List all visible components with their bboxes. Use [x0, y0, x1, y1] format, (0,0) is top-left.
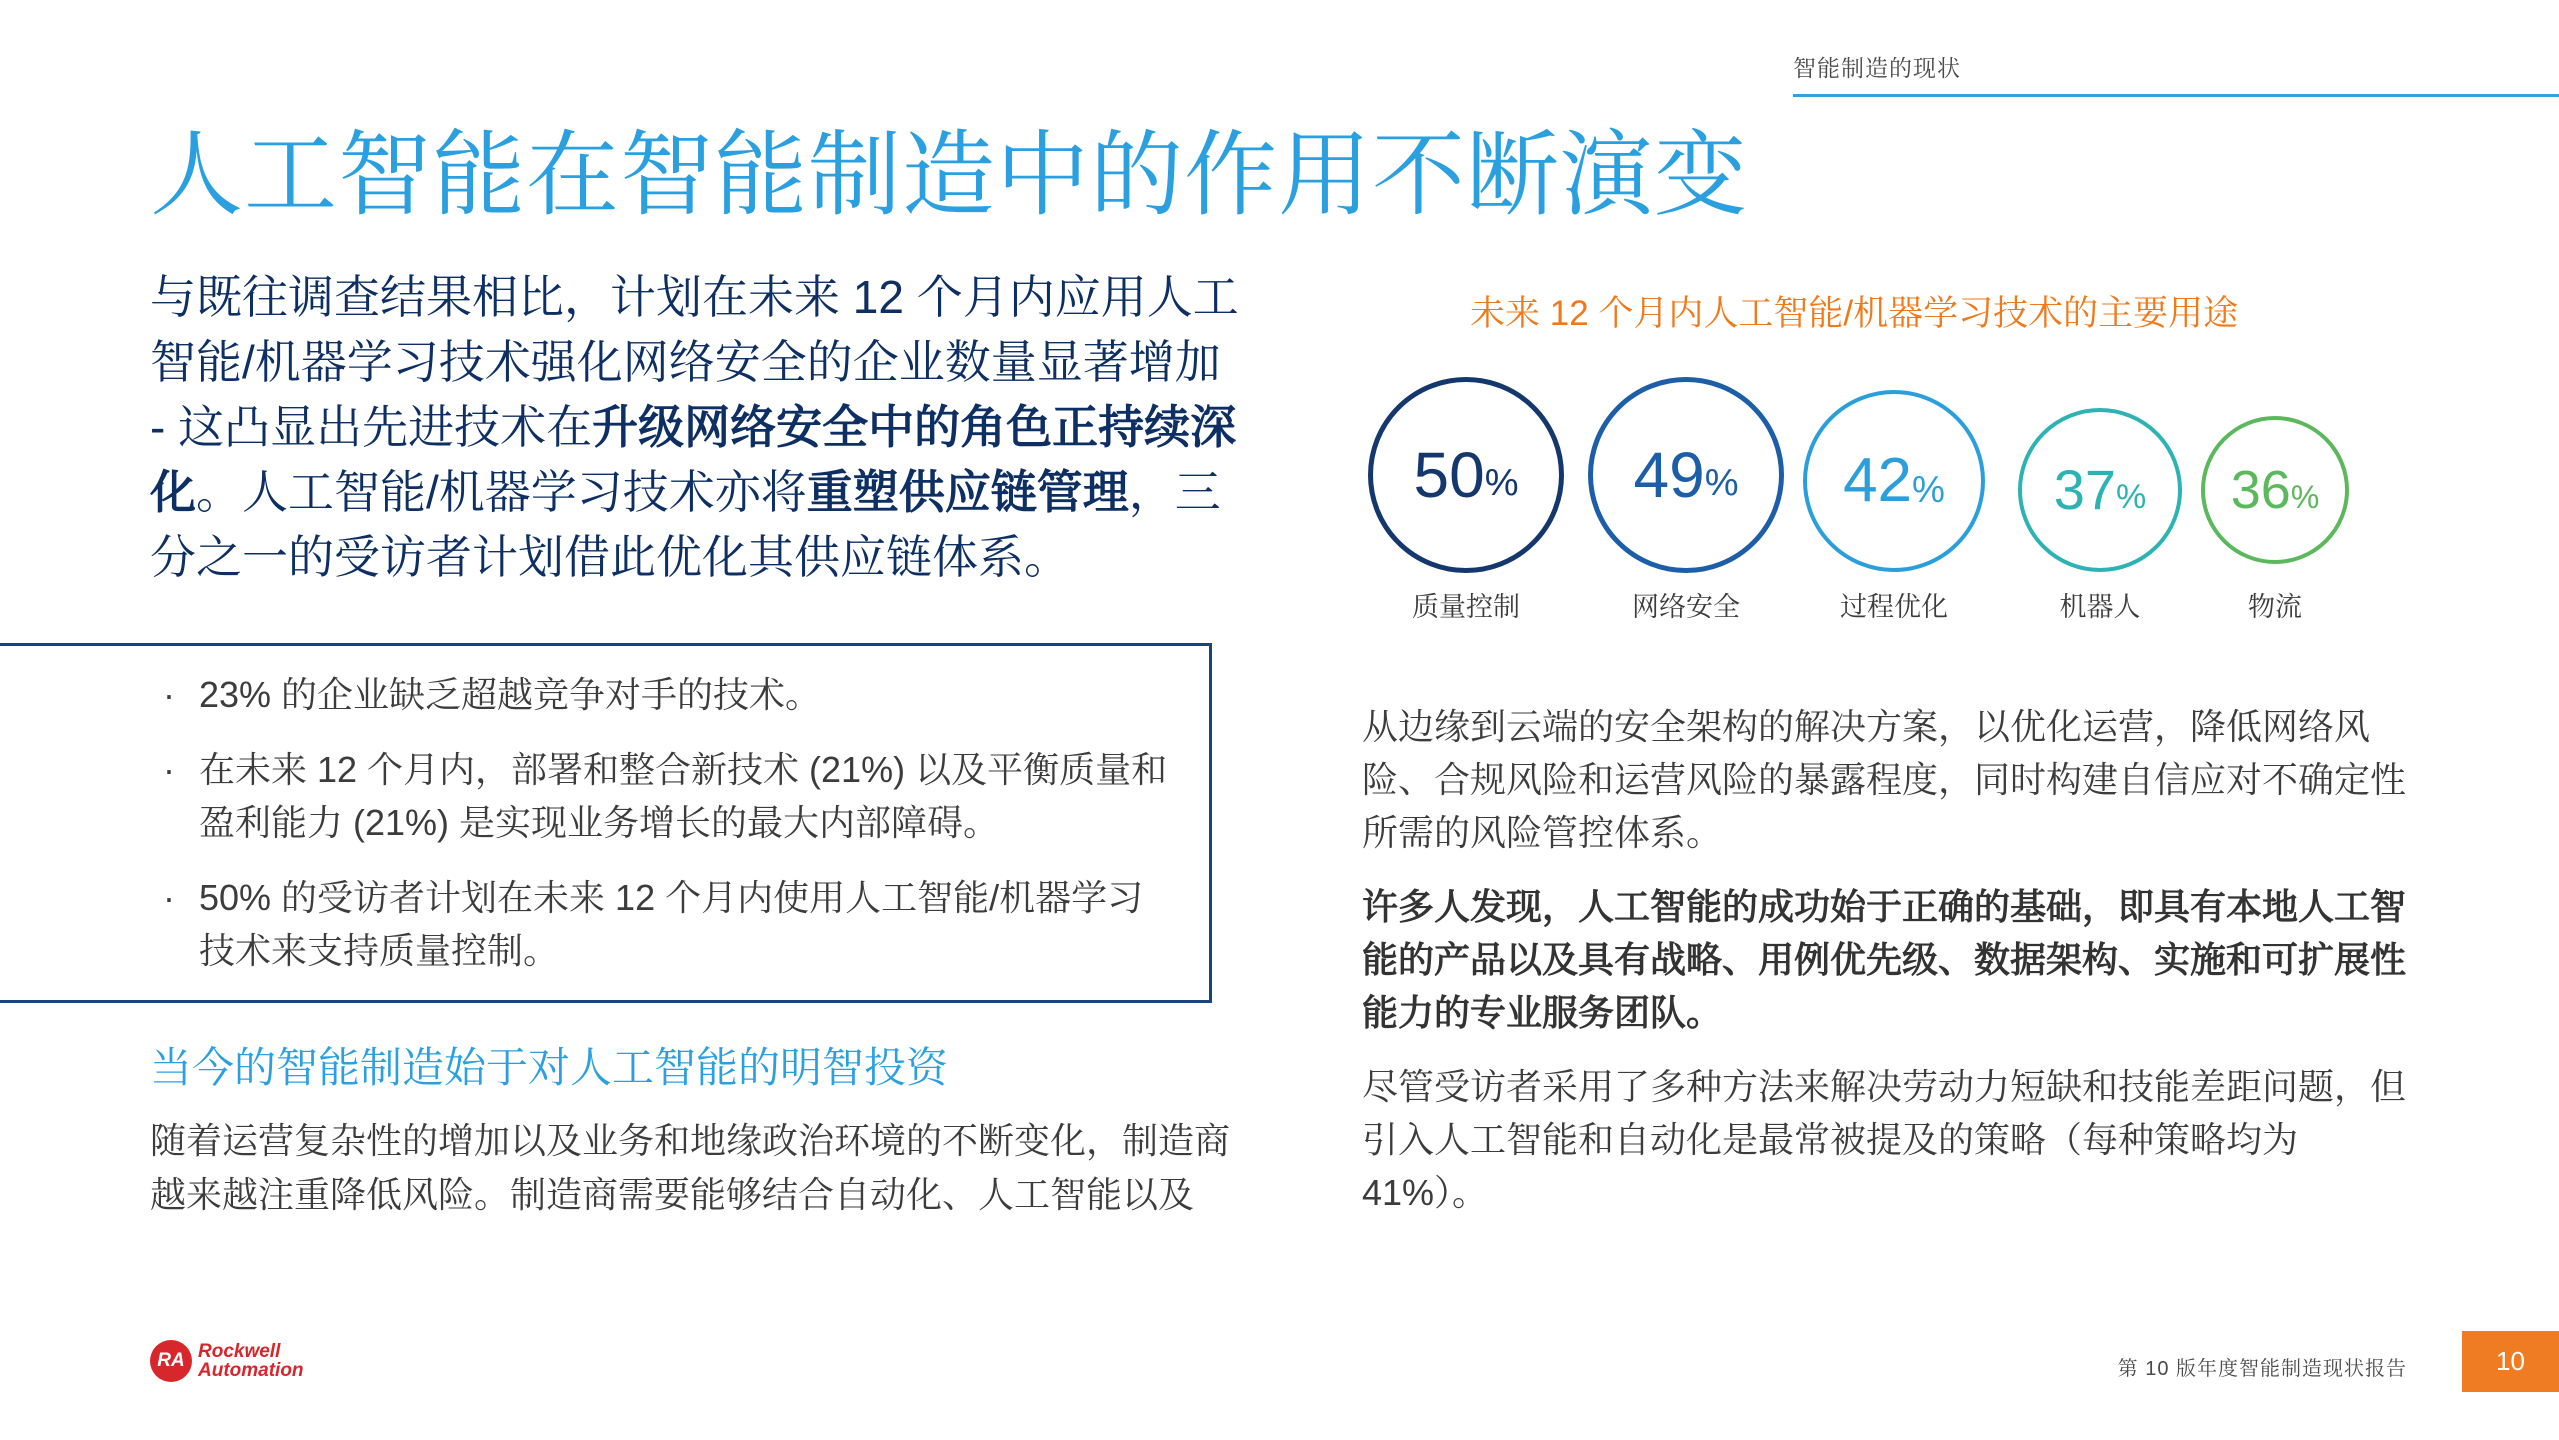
right-paragraph-2: 许多人发现，人工智能的成功始于正确的基础，即具有本地人工智能的产品以及具有战略、用例优先级、数据架构、实施和可扩展性能力的专业服务团队。 — [1362, 886, 2407, 1033]
bullet-dot: · — [163, 877, 175, 918]
logo-line-1: Rockwell — [198, 1341, 281, 1362]
stat-label: 机器人 — [2059, 592, 2141, 622]
key-finding-item — [163, 743, 1179, 849]
chart-title: 未来 12 个月内人工智能/机器学习技术的主要用途 — [1470, 294, 2239, 333]
key-findings-list — [163, 668, 1179, 999]
lead-text-3: ，三分之一的受访者计划借此优化其供应链体系。 — [150, 466, 1221, 583]
report-name: 第 10 版年度智能制造现状报告 — [2117, 1358, 2407, 1380]
rockwell-automation-logo — [150, 1340, 304, 1382]
page-title: 人工智能在智能制造中的作用不断演变 — [150, 123, 1748, 227]
stat-label: 质量控制 — [1412, 592, 1520, 622]
stat-percent-sign: % — [2290, 479, 2320, 515]
logo-line-2: Automation — [198, 1360, 304, 1381]
stat-value: 36 — [2230, 460, 2291, 520]
stat-ring — [1588, 377, 1784, 573]
stat-percent-sign: % — [2116, 478, 2147, 516]
key-finding-text: 23% 的企业缺乏超越竞争对手的技术。 — [199, 674, 822, 715]
bullet-dot: · — [163, 674, 175, 715]
stat-percent-sign: % — [1912, 468, 1945, 510]
lead-paragraph — [150, 265, 1240, 590]
logo-badge: RA — [150, 1340, 192, 1382]
section-label: 智能制造的现状 — [1793, 55, 1961, 81]
key-finding-item — [163, 668, 1179, 721]
stat-value: 42 — [1843, 446, 1913, 515]
stat-percent-sign: % — [1704, 462, 1739, 504]
page-number: 10 — [2462, 1331, 2559, 1392]
right-paragraph-3: 尽管受访者采用了多种方法来解决劳动力短缺和技能差距问题，但引入人工智能和自动化是最常被提及的策略（每种策略均为 41%）。 — [1362, 1066, 2407, 1213]
stat-item — [2165, 416, 2385, 624]
stat-ring — [2018, 408, 2182, 572]
left-body-text: 随着运营复杂性的增加以及业务和地缘政治环境的不断变化，制造商越来越注重降低风险。制造商需要能够结合自动化、人工智能以及 — [150, 1120, 1231, 1215]
section-heading: 当今的智能制造始于对人工智能的明智投资 — [150, 1044, 949, 1091]
lead-text-2: 。人工智能/机器学习技术亦将 — [196, 466, 807, 518]
stat-percent-sign: % — [1484, 462, 1519, 504]
section-rule — [1793, 94, 2559, 97]
lead-bold-1: 升级网络安全中的角色正持续深化 — [150, 401, 1237, 518]
key-finding-text: 在未来 12 个月内，部署和整合新技术 (21%) 以及平衡质量和盈利能力 (21%) 是实现业务增长的最大内部障碍。 — [199, 749, 1168, 843]
key-finding-text: 50% 的受访者计划在未来 12 个月内使用人工智能/机器学习技术来支持质量控制。 — [199, 877, 1144, 971]
key-finding-item — [163, 871, 1179, 977]
bullet-dot: · — [163, 749, 175, 790]
stat-label: 过程优化 — [1840, 592, 1948, 622]
stat-label: 物流 — [2248, 592, 2302, 622]
stat-label: 网络安全 — [1632, 592, 1740, 622]
lead-text-1: 与既往调查结果相比，计划在未来 12 个月内应用人工智能/机器学习技术强化网络安全的企业数量显著增加 - 这凸显出先进技术在 — [150, 271, 1239, 453]
stat-value: 50 — [1413, 439, 1485, 511]
stat-ring — [1803, 390, 1985, 572]
stat-value: 37 — [2053, 458, 2117, 521]
right-paragraph-1: 从边缘到云端的安全架构的解决方案，以优化运营，降低网络风险、合规风险和运营风险的暴露程度，同时构建自信应对不确定性所需的风险管控体系。 — [1362, 706, 2407, 853]
stat-item — [1784, 390, 2004, 624]
stat-item — [1356, 377, 1576, 624]
logo-wordmark — [198, 1342, 304, 1380]
key-findings-box — [0, 643, 1212, 1003]
stat-item — [1576, 377, 1796, 624]
stat-ring — [2201, 416, 2349, 564]
stat-ring — [1368, 377, 1564, 573]
stat-value: 49 — [1633, 439, 1705, 511]
lead-bold-2: 重塑供应链管理 — [806, 466, 1129, 518]
